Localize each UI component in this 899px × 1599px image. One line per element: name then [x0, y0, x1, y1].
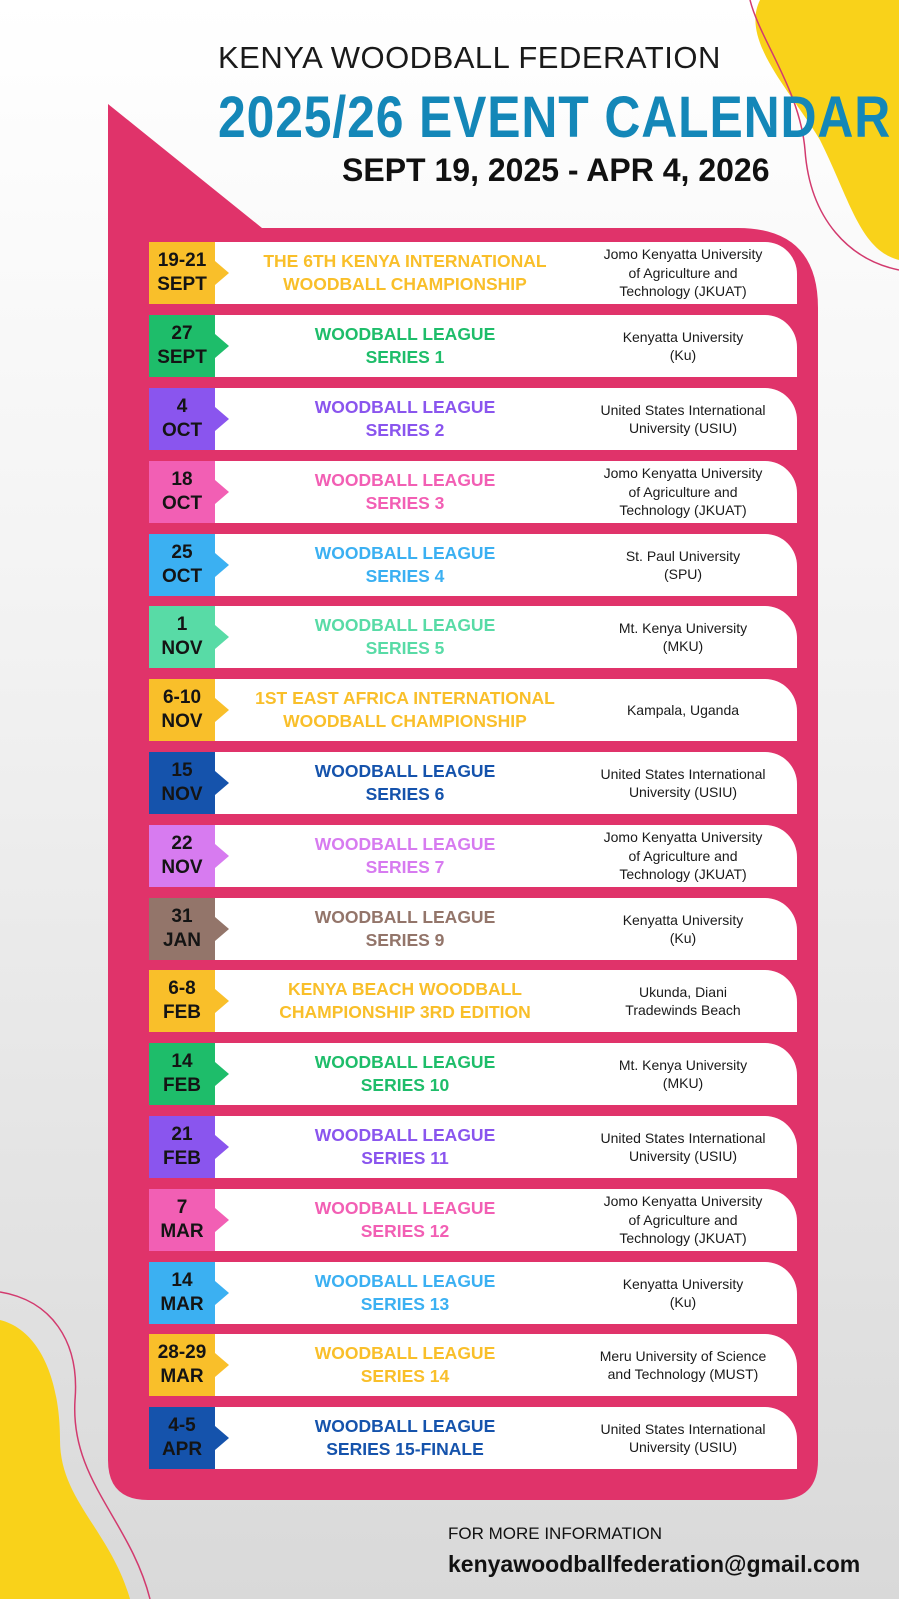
event-date	[149, 898, 215, 960]
event-name	[227, 752, 583, 814]
event-name-line-1: WOODBALL LEAGUE	[314, 1343, 496, 1363]
event-date	[149, 388, 215, 450]
event-venue	[583, 461, 783, 523]
venue-line-2: University (USIU)	[628, 1439, 738, 1455]
event-month: MAR	[160, 1221, 204, 1242]
event-name-line-1: THE 6TH KENYA INTERNATIONAL	[263, 251, 547, 271]
event-venue	[583, 1189, 783, 1251]
event-day: 18	[171, 469, 193, 490]
venue-line-1: Kenyatta University	[622, 911, 744, 928]
event-name-line-1: 1ST EAST AFRICA INTERNATIONAL	[255, 688, 555, 708]
venue-line-2: (MKU)	[662, 638, 704, 654]
event-row	[149, 242, 797, 304]
venue-line-1: United States International	[600, 765, 766, 782]
event-name-line-1: WOODBALL LEAGUE	[314, 1125, 496, 1145]
event-name	[227, 825, 583, 887]
event-name-line-2: SERIES 6	[365, 784, 445, 804]
event-name	[227, 1189, 583, 1251]
event-venue	[583, 242, 783, 304]
event-day: 14	[171, 1051, 193, 1072]
event-row	[149, 970, 797, 1032]
venue-line-1: Kampala, Uganda	[626, 701, 740, 718]
venue-line-1: Ukunda, Diani	[639, 983, 727, 1000]
event-name	[227, 970, 583, 1032]
event-venue	[583, 898, 783, 960]
event-name	[227, 461, 583, 523]
venue-line-2: (SPU)	[663, 566, 703, 582]
venue-line-1: Mt. Kenya University	[618, 1056, 748, 1073]
venue-line-1: Jomo Kenyatta University	[603, 465, 763, 482]
event-day: 22	[171, 833, 193, 854]
event-venue	[583, 1043, 783, 1105]
venue-line-2: of Agriculture and	[628, 483, 738, 500]
venue-line-2: and Technology (MUST)	[607, 1366, 759, 1382]
event-row	[149, 315, 797, 377]
event-row	[149, 1116, 797, 1178]
event-month: FEB	[163, 1075, 201, 1096]
event-date	[149, 606, 215, 668]
event-day: 7	[176, 1197, 188, 1218]
event-name-line-2: CHAMPIONSHIP 3RD EDITION	[279, 1002, 531, 1022]
venue-line-1: United States International	[600, 401, 766, 418]
venue-line-1: Jomo Kenyatta University	[603, 829, 763, 846]
event-day: 28-29	[157, 1342, 207, 1363]
event-date	[149, 461, 215, 523]
venue-line-1: Meru University of Science	[599, 1347, 767, 1364]
event-name-line-2: SERIES 4	[365, 566, 445, 586]
event-name-line-1: WOODBALL LEAGUE	[314, 1198, 496, 1218]
venue-line-1: Kenyatta University	[622, 1275, 744, 1292]
event-month: APR	[161, 1439, 203, 1460]
event-date	[149, 1116, 215, 1178]
event-row	[149, 825, 797, 887]
event-name-line-1: WOODBALL LEAGUE	[314, 397, 496, 417]
event-day: 4	[176, 396, 188, 417]
event-name	[227, 1334, 583, 1396]
venue-line-2: of Agriculture and	[628, 1211, 738, 1228]
event-name-line-1: WOODBALL LEAGUE	[314, 324, 496, 344]
venue-line-1: Kenyatta University	[622, 328, 744, 345]
event-name-line-1: WOODBALL LEAGUE	[314, 1416, 496, 1436]
venue-line-1: Mt. Kenya University	[618, 619, 748, 636]
event-name-line-2: SERIES 10	[360, 1075, 450, 1095]
event-name-line-2: SERIES 15-FINALE	[326, 1439, 484, 1459]
event-row	[149, 388, 797, 450]
event-name-line-1: WOODBALL LEAGUE	[314, 470, 496, 490]
event-name	[227, 315, 583, 377]
venue-line-2: (MKU)	[662, 1075, 704, 1091]
event-name	[227, 388, 583, 450]
event-name-line-1: WOODBALL LEAGUE	[314, 543, 496, 563]
event-row	[149, 679, 797, 741]
event-name	[227, 679, 583, 741]
venue-line-1: Jomo Kenyatta University	[603, 246, 763, 263]
venue-line-3: Technology (JKUAT)	[619, 283, 747, 300]
event-row	[149, 1407, 797, 1469]
event-name-line-2: WOODBALL CHAMPIONSHIP	[283, 711, 527, 731]
venue-line-3: Technology (JKUAT)	[619, 502, 747, 519]
event-venue	[583, 1262, 783, 1324]
event-name-line-1: WOODBALL LEAGUE	[314, 1052, 496, 1072]
event-date	[149, 1334, 215, 1396]
event-name-line-2: WOODBALL CHAMPIONSHIP	[283, 274, 527, 294]
venue-line-2: of Agriculture and	[628, 264, 738, 281]
event-venue	[583, 1334, 783, 1396]
event-date	[149, 752, 215, 814]
venue-line-2: (Ku)	[669, 347, 697, 363]
event-day: 27	[171, 323, 193, 344]
event-day: 4-5	[168, 1415, 196, 1436]
event-name	[227, 1262, 583, 1324]
event-row	[149, 752, 797, 814]
event-name-line-1: WOODBALL LEAGUE	[314, 1271, 496, 1291]
event-name	[227, 242, 583, 304]
event-name-line-1: WOODBALL LEAGUE	[314, 761, 496, 781]
event-row	[149, 1043, 797, 1105]
venue-line-1: St. Paul University	[625, 547, 741, 564]
event-venue	[583, 388, 783, 450]
event-name-line-2: SERIES 3	[365, 493, 445, 513]
event-name	[227, 606, 583, 668]
event-name	[227, 898, 583, 960]
event-venue	[583, 534, 783, 596]
page-title: 2025/26 EVENT CALENDAR	[218, 85, 892, 150]
event-date	[149, 1189, 215, 1251]
event-date	[149, 825, 215, 887]
event-date	[149, 1262, 215, 1324]
event-name-line-2: SERIES 9	[365, 930, 445, 950]
event-day: 6-10	[162, 687, 202, 708]
event-month: FEB	[163, 1148, 201, 1169]
contact-email[interactable]: kenyawoodballfederation@gmail.com	[448, 1551, 861, 1577]
event-name-line-1: KENYA BEACH WOODBALL	[288, 979, 522, 999]
event-venue	[583, 825, 783, 887]
venue-line-2: Tradewinds Beach	[625, 1002, 741, 1018]
event-venue	[583, 970, 783, 1032]
event-day: 14	[171, 1270, 193, 1291]
event-name-line-2: SERIES 11	[361, 1148, 449, 1168]
event-month: MAR	[160, 1366, 204, 1387]
event-month: NOV	[161, 638, 203, 659]
event-name-line-2: SERIES 1	[365, 347, 445, 367]
event-date	[149, 1407, 215, 1469]
venue-line-2: University (USIU)	[628, 784, 738, 800]
event-name-line-1: WOODBALL LEAGUE	[314, 834, 496, 854]
organization-name: KENYA WOODBALL FEDERATION	[218, 40, 721, 75]
event-date	[149, 534, 215, 596]
venue-line-1: Jomo Kenyatta University	[603, 1193, 763, 1210]
venue-line-1: United States International	[600, 1129, 766, 1146]
event-day: 15	[171, 760, 193, 781]
event-date	[149, 970, 215, 1032]
venue-line-2: of Agriculture and	[628, 847, 738, 864]
event-row	[149, 898, 797, 960]
event-row	[149, 1189, 797, 1251]
event-name-line-2: SERIES 14	[360, 1366, 450, 1386]
event-name-line-1: WOODBALL LEAGUE	[314, 907, 496, 927]
event-month: NOV	[161, 711, 203, 732]
event-name	[227, 1043, 583, 1105]
event-name-line-2: SERIES 2	[365, 420, 445, 440]
event-month: NOV	[161, 857, 203, 878]
event-month: MAR	[160, 1294, 204, 1315]
season-date-range: SEPT 19, 2025 - APR 4, 2026	[342, 152, 770, 188]
footer-label: FOR MORE INFORMATION	[448, 1524, 663, 1543]
event-month: NOV	[161, 784, 203, 805]
event-venue	[583, 315, 783, 377]
event-name	[227, 1116, 583, 1178]
event-row	[149, 1262, 797, 1324]
event-row	[149, 606, 797, 668]
event-month: SEPT	[157, 274, 207, 295]
event-name	[227, 534, 583, 596]
event-day: 21	[171, 1124, 193, 1145]
event-month: FEB	[163, 1002, 201, 1023]
venue-line-2: University (USIU)	[628, 420, 738, 436]
event-name-line-2: SERIES 5	[365, 638, 445, 658]
event-date	[149, 242, 215, 304]
event-date	[149, 1043, 215, 1105]
event-month: JAN	[162, 930, 201, 951]
event-venue	[583, 1116, 783, 1178]
event-day: 6-8	[168, 978, 196, 999]
event-month: SEPT	[157, 347, 207, 368]
event-name-line-2: SERIES 13	[360, 1294, 450, 1314]
event-date	[149, 315, 215, 377]
venue-line-3: Technology (JKUAT)	[619, 866, 747, 883]
venue-line-3: Technology (JKUAT)	[619, 1230, 747, 1247]
event-venue	[583, 752, 783, 814]
venue-line-1: United States International	[600, 1420, 766, 1437]
venue-line-2: (Ku)	[669, 1294, 697, 1310]
event-day: 25	[171, 542, 193, 563]
event-day: 19-21	[157, 250, 207, 271]
event-venue	[583, 1407, 783, 1469]
event-date	[149, 679, 215, 741]
event-row	[149, 1334, 797, 1396]
venue-line-2: University (USIU)	[628, 1148, 738, 1164]
event-venue	[583, 606, 783, 668]
event-name	[227, 1407, 583, 1469]
event-name-line-2: SERIES 12	[360, 1221, 450, 1241]
event-name-line-1: WOODBALL LEAGUE	[314, 615, 496, 635]
event-name-line-2: SERIES 7	[365, 857, 445, 877]
event-row	[149, 534, 797, 596]
event-month: OCT	[161, 420, 203, 441]
event-month: OCT	[161, 566, 203, 587]
event-day: 1	[176, 614, 188, 635]
event-row	[149, 461, 797, 523]
event-day: 31	[171, 906, 193, 927]
venue-line-2: (Ku)	[669, 930, 697, 946]
event-month: OCT	[161, 493, 203, 514]
event-venue	[583, 679, 783, 741]
